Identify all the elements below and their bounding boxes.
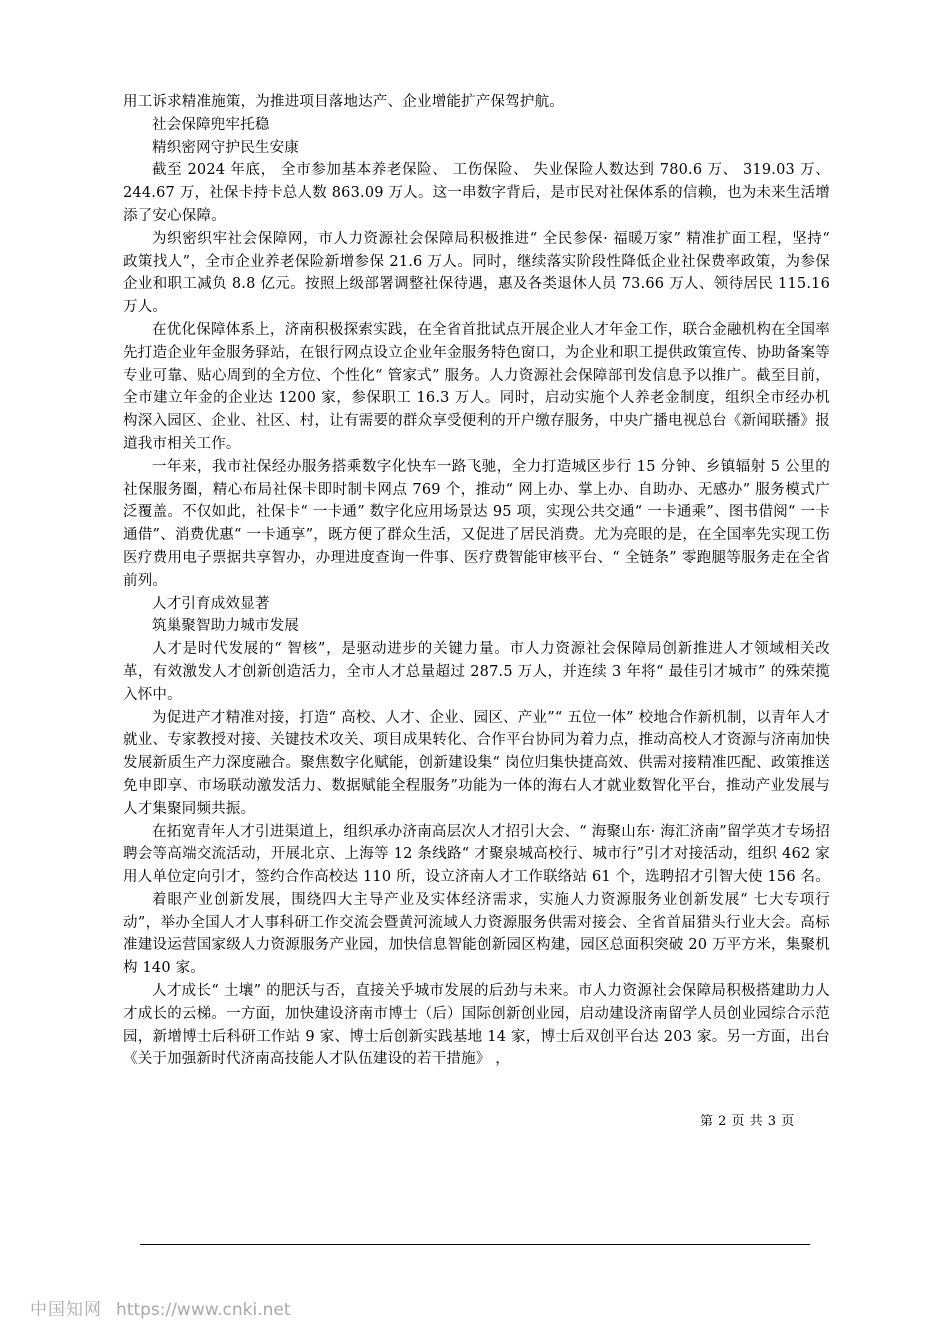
section-heading-talent: 人才引育成效显著 — [152, 595, 270, 612]
article-body — [123, 91, 830, 1071]
paragraph-coverage-expansion: 为织密织牢社会保障网，市人力资源社会保障局积极推进“ 全民参保· 福暖万家” 精准扩面工程，坚持“ 政策找人”，全市企业养老保险新增参保 21.6 万人。同时，继续落实阶段性降低企业社保费率政策，为参保企业和职工减负 8.8 亿元。按照上级部署调整社保待遇，惠及各类退休人员 73.66 万人、领待居民 115.16 万人。 — [123, 230, 830, 316]
paragraph-talent-matching: 为促进产才精准对接，打造“ 高校、人才、企业、园区、产业”“ 五位一体” 校地合作新机制，以青年人才就业、专家教授对接、关键技术攻关、项目成果转化、合作平台协同为着力点，推动高校人才资源与济南加快发展新质生产力深度融合。聚焦数字化赋能，创新建设集“ 岗位归集快捷高效、供需对接精准匹配、政策推送免申即享、市场联动激发活力、数据赋能全程服务”功能为一体的海右人才就业数智化平台，推动产业发展与人才集聚同频共振。 — [123, 709, 830, 817]
section-heading-social-security: 社会保障兜牢托稳 — [152, 116, 270, 133]
cnki-watermark — [30, 1295, 290, 1320]
paragraph-talent-total: 人才是时代发展的“ 智核”，是驱动进步的关键力量。市人力资源社会保障局创新推进人才领域相关改革，有效激发人才创新创造活力，全市人才总量超过 287.5 万人，并连续 3 年将“ 最佳引才城市” 的殊荣揽入怀中。 — [123, 641, 830, 703]
paragraph-talent-growth: 人才成长“ 土壤” 的肥沃与否，直接关乎城市发展的后劲与未来。市人力资源社会保障局积极搭建助力人才成长的云梯。一方面，加快建设济南市博士（后）国际创新创业园，启动建设济南留学人员创业园综合示范园，新增博士后科研工作站 9 家、博士后创新实践基地 14 家，博士后双创平台达 203 家。另一方面，出台《关于加强新时代济南高技能人才队伍建设的若干措施》 ， — [123, 983, 830, 1068]
paragraph-continuation: 用工诉求精准施策，为推进项目落地达产、企业增能扩产保驾护航。 — [123, 94, 564, 110]
paragraph-insurance-stats: 截至 2024 年底， 全市参加基本养老保险、 工伤保险、 失业保险人数达到 780.6 万、 319.03 万、244.67 万，社保卡持卡总人数 863.09 万人。这一串数字背后，是市民对社保体系的信赖，也为未来生活增添了安心保障。 — [123, 162, 830, 224]
watermark-brand: 中国知网 — [30, 1300, 102, 1320]
page-number: 第 2 页 共 3 页 — [700, 1114, 795, 1129]
paragraph-industry-innovation: 着眼产业创新发展，围绕四大主导产业及实体经济需求，实施人力资源服务业创新发展“ 七大专项行动”，举办全国人才人事科研工作交流会暨黄河流域人力资源服务供需对接会、全省首届猎头行业大会。高标准建设运营国家级人力资源服务产业园，加快信息智能创新园区构建，园区总面积突破 20 万平方米，集聚机构 140 家。 — [123, 891, 830, 977]
paragraph-youth-recruitment: 在拓宽青年人才引进渠道上，组织承办济南高层次人才招引大会、“ 海聚山东· 海汇济南”留学英才专场招聘会等高端交流活动，开展北京、上海等 12 条线路“ 才聚泉城高校行、城市行”引才对接活动，组织 462 家用人单位定向引才，签约合作高校达 110 所，设立济南人才工作联络站 61 个，选聘招才引智大使 156 名。 — [123, 823, 830, 886]
section-subheading-talent: 筑巢聚智助力城市发展 — [152, 618, 299, 635]
paragraph-annuity: 在优化保障体系上，济南积极探索实践，在全省首批试点开展企业人才年金工作，联合金融机构在全国率先打造企业年金服务驿站，在银行网点设立企业年金服务特色窗口，为企业和职工提供政策宣传、协助备案等专业可靠、贴心周到的全方位、个性化“ 管家式” 服务。人力资源社会保障部刊发信息予以推广。截至目前，全市建立年金的企业达 1200 家，参保职工 16.3 万人。同时，启动实施个人养老金制度，组织全市经办机构深入园区、企业、社区、村，让有需要的群众享受便利的开户缴存服务，中央广播电视总台《新闻联播》报道我市相关工作。 — [123, 321, 830, 452]
footer-divider — [140, 1244, 810, 1245]
watermark-url: https://www.cnki.net — [116, 1300, 291, 1320]
section-subheading-social-security: 精织密网守护民生安康 — [152, 139, 299, 156]
paragraph-digital-service: 一年来，我市社保经办服务搭乘数字化快车一路飞驰，全力打造城区步行 15 分钟、乡镇辐射 5 公里的社保服务圈，精心布局社保卡即时制卡网点 769 个，推动“ 网上办、掌上办、自助办、无感办” 服务模式广泛覆盖。不仅如此，社保卡“ 一卡通” 数字化应用场景达 95 项，实现公共交通“ 一卡通乘”、图书借阅“ 一卡通借”、消费优惠“ 一卡通享”，既方便了群众生活，又促进了居民消费。尤为亮眼的是，在全国率先实现工伤医疗费用电子票据共享智办，办理进度查询一件事、医疗费智能审核平台、“ 全链条” 零跑腿等服务走在全省前列。 — [123, 458, 830, 589]
